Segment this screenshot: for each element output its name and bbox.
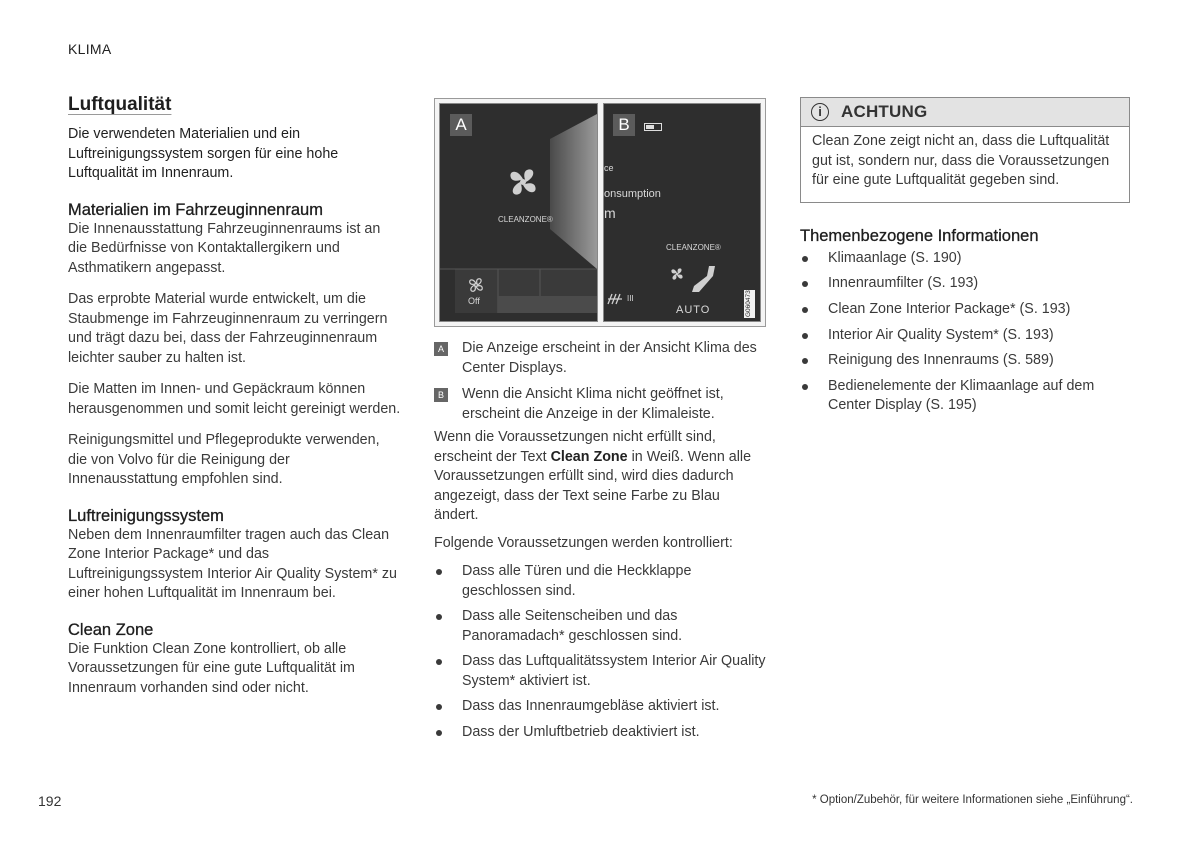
related-link[interactable]: Klimaanlage (S. 190) [800, 249, 1132, 269]
paragraph-materials-3: Die Matten im Innen- und Gepäckraum können herausgenommen und somit leicht gereinigt werden. [68, 381, 401, 417]
paragraph-conditions-intro: Folgende Voraussetzungen werden kontrolliert: [434, 534, 733, 551]
related-info-list [800, 249, 1132, 416]
warning-box [800, 97, 1130, 203]
heading-clean-zone: Clean Zone [68, 620, 154, 639]
related-link[interactable]: Reinigung des Innenraums (S. 589) [800, 351, 1132, 371]
panel-a-cleanzone-label: CLEANZONE® [498, 215, 553, 224]
paragraph-clean-zone: Die Funktion Clean Zone kontrolliert, ob alle Voraussetzungen für eine gute Luftqualität im Innenraum vorhanden sind oder nicht. [68, 640, 355, 696]
list-item: Dass alle Türen und die Heckklappe geschlossen sind. [434, 562, 766, 601]
list-item: Dass der Umluftbetrieb deaktiviert ist. [434, 723, 766, 743]
caption-a-text: Die Anzeige erscheint in der Ansicht Klima des Center Displays. [462, 340, 757, 376]
footnote: * Option/Zubehör, für weitere Informationen siehe „Einführung“. [812, 794, 1133, 806]
panel-b [603, 103, 761, 322]
caption-a-label: A [434, 342, 448, 356]
list-item: Dass alle Seitenscheiben und das Panoramadach* geschlossen sind. [434, 607, 766, 646]
caption-b-label: B [434, 388, 448, 402]
page-title: Luftqualität [68, 94, 172, 115]
image-code-tag: G060473 [744, 290, 755, 318]
fan-icon [505, 164, 541, 200]
seat-airflow-icon [689, 262, 719, 296]
paragraph-air-purification: Neben dem Innenraumfilter tragen auch das Clean Zone Interior Package* und das Luftreinigungssystem Interior Air Quality System* zu einer hohen Luftqualität im Innenraum bei. [68, 526, 397, 601]
fan-small-icon [669, 266, 685, 282]
conditions-list [434, 562, 766, 742]
list-item: Dass das Luftqualitätssystem Interior Air Quality System* aktiviert ist. [434, 652, 766, 691]
panel-b-auto-label: AUTO [676, 304, 711, 316]
related-link[interactable]: Clean Zone Interior Package* (S. 193) [800, 300, 1132, 320]
paragraph-materials-4: Reinigungsmittel und Pflegeprodukte verwenden, die von Volvo für die Reinigung der Innenausstattung empfohlen sind. [68, 432, 380, 487]
warning-title: ACHTUNG [841, 102, 928, 121]
column-left [68, 94, 401, 698]
panel-a-graphic [440, 104, 597, 321]
level-marks: III [627, 294, 634, 303]
warning-header [801, 98, 1129, 127]
related-link[interactable]: Innenraumfilter (S. 193) [800, 274, 1132, 294]
panel-b-text-1: ce [604, 163, 614, 173]
related-link[interactable]: Bedienelemente der Klimaanlage auf dem Center Display (S. 195) [800, 377, 1132, 416]
column-middle [434, 98, 766, 748]
rear-defrost-icon [607, 292, 623, 306]
fan-off-icon [467, 276, 485, 294]
paragraph-materials-2: Das erprobte Material wurde entwickelt, um die Staubmenge im Fahrzeuginnenraum zu verringern und trägt dazu bei, dass der Fahrzeuginnenraum leichter sauber zu halten ist. [68, 291, 388, 366]
panel-b-letter: B [613, 114, 635, 136]
panel-a-letter: A [450, 114, 472, 136]
list-item: Dass das Innenraumgebläse aktiviert ist. [434, 697, 766, 717]
panel-b-text-2: onsumption [604, 188, 661, 200]
heading-related-info: Themenbezogene Informationen [800, 226, 1039, 245]
panel-a-off-label: Off [468, 296, 480, 306]
battery-icon [644, 123, 662, 131]
page-number: 192 [38, 793, 62, 809]
info-icon: i [811, 103, 829, 121]
caption-b [434, 385, 766, 424]
heading-materials: Materialien im Fahrzeuginnenraum [68, 200, 323, 219]
related-link[interactable]: Interior Air Quality System* (S. 193) [800, 326, 1132, 346]
caption-b-text: Wenn die Ansicht Klima nicht geöffnet ist, erscheint die Anzeige in der Klimaleiste. [462, 386, 724, 422]
clean-zone-figure [434, 98, 766, 327]
clean-zone-term: Clean Zone [550, 448, 628, 465]
panel-b-text-3: m [604, 205, 616, 221]
heading-air-purification: Luftreinigungssystem [68, 506, 224, 525]
paragraph-materials-1: Die Innenausstattung Fahrzeuginnenraums ist an die Bedürfnisse von Kontaktallergikern und Asthmatikern angepasst. [68, 220, 381, 276]
section-label: KLIMA [68, 41, 112, 57]
caption-a [434, 339, 766, 378]
column-right [800, 97, 1132, 422]
panel-b-cleanzone-label: CLEANZONE® [666, 243, 721, 252]
warning-text: Clean Zone zeigt nicht an, dass die Luftqualität gut ist, sondern nur, dass die Voraussetzungen für eine gute Luftqualität gegeben sind. [812, 133, 1110, 188]
panel-a [439, 103, 598, 322]
paragraph-clean-zone-color: Wenn die Voraussetzungen nicht erfüllt sind, erscheint der Text Clean Zone in Weiß. Wenn alle Voraussetzungen erfüllt sind, wird dies dadurch angezeigt, dass der Text seine Farbe zu Blau ändert. [434, 429, 752, 523]
intro-paragraph: Die verwendeten Materialien und ein Luftreinigungssystem sorgen für eine hohe Luftqualität im Innenraum. [68, 126, 339, 181]
